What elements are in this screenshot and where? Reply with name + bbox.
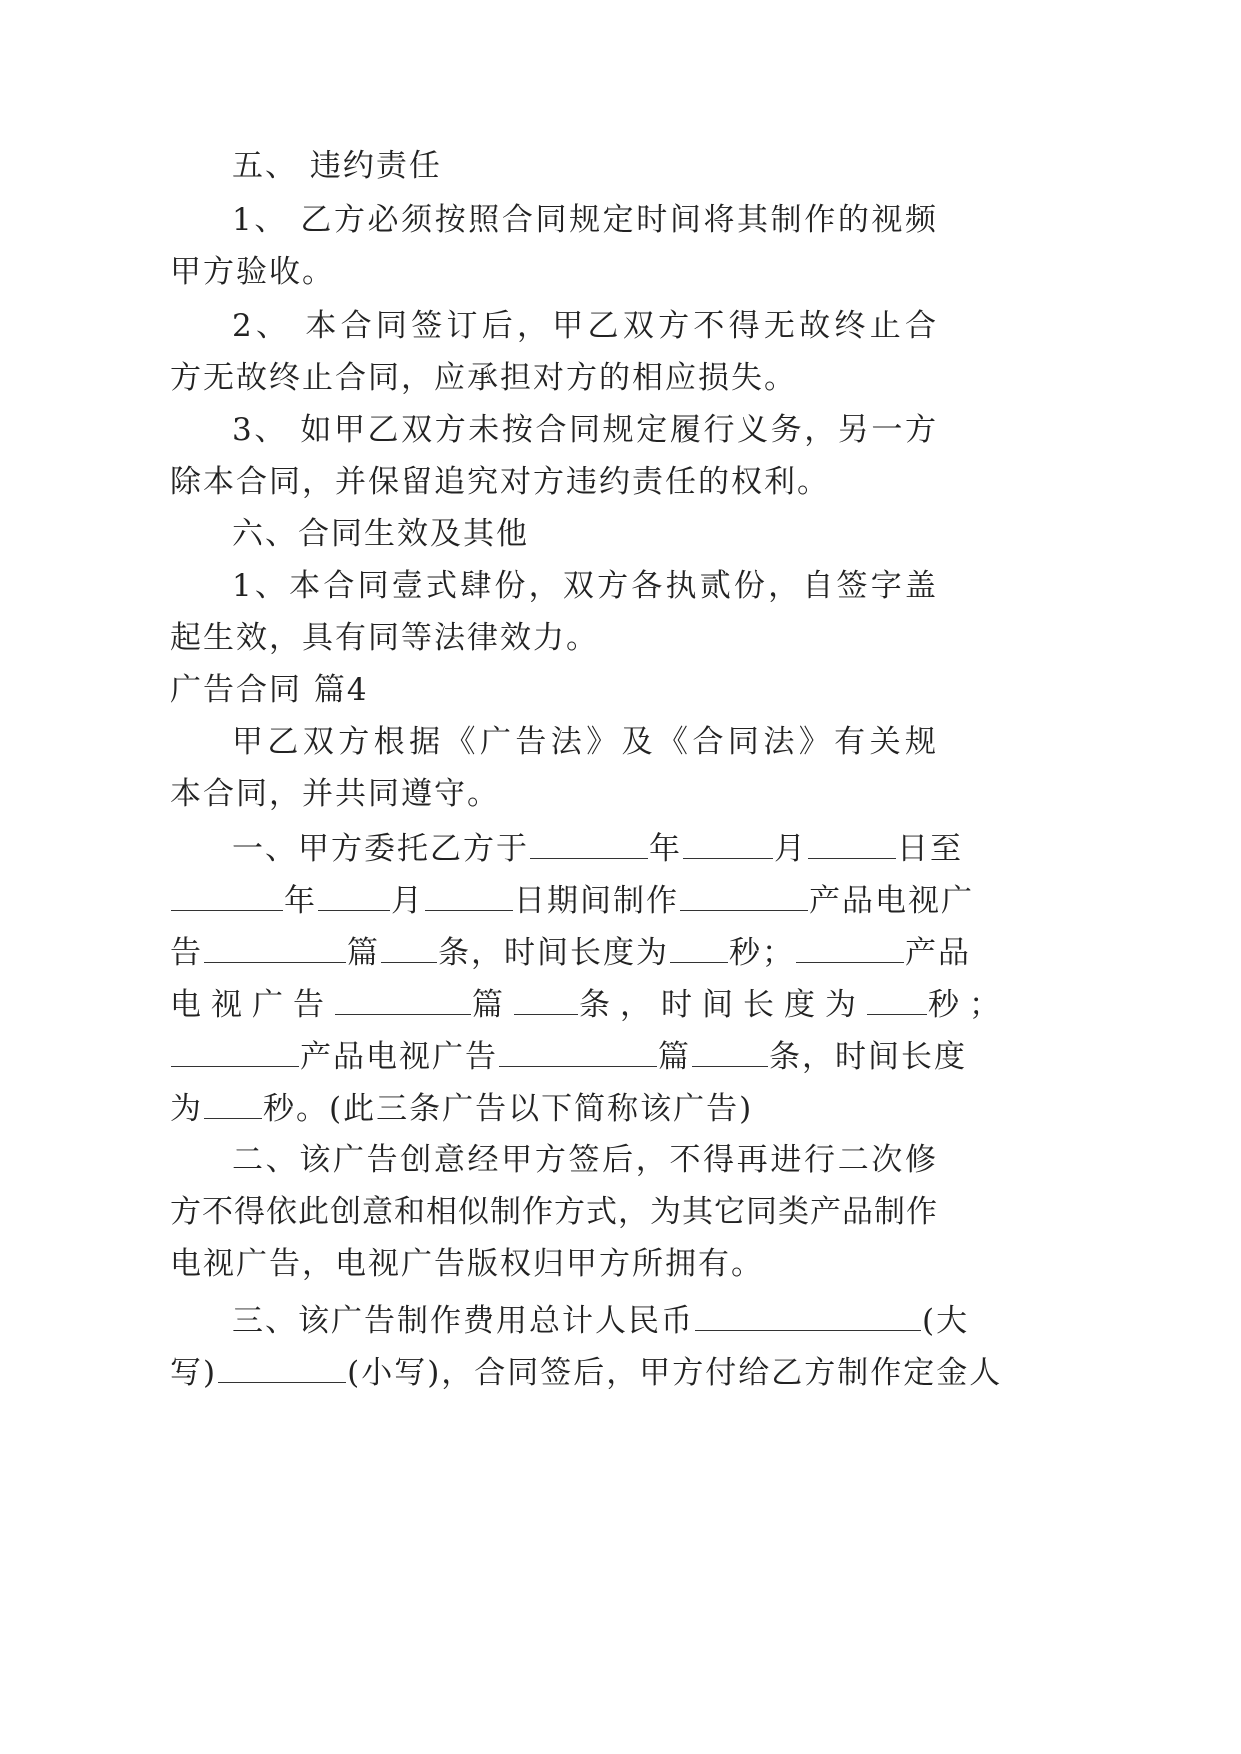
paragraph-line <box>170 618 599 658</box>
text: 起生效，具有同等法律效力。 <box>170 620 599 656</box>
text: 方无故终止合同，应承担对方的相应损失。 <box>170 360 797 396</box>
fill-blank[interactable] <box>514 982 578 1015</box>
paragraph-line <box>232 410 938 450</box>
section-heading-effect <box>232 514 529 554</box>
text: 日至 <box>897 831 963 867</box>
paragraph-line <box>170 1192 938 1232</box>
text: 本合同，并共同遵守。 <box>170 776 500 812</box>
fill-blank[interactable] <box>796 930 904 963</box>
clause-line <box>170 982 1010 1022</box>
fill-blank[interactable] <box>171 1034 299 1067</box>
clause-line <box>170 930 971 970</box>
fill-blank[interactable] <box>499 1034 657 1067</box>
text: 除本合同，并保留追究对方违约责任的权利。 <box>170 464 830 500</box>
text: 一、甲方委托乙方于 <box>232 831 529 867</box>
text: 秒； <box>729 935 795 971</box>
fill-blank[interactable] <box>381 930 437 963</box>
paragraph-line <box>170 252 335 292</box>
paragraph-line <box>232 200 938 240</box>
text: 3、 如甲乙双方未按合同规定履行义务，另一方 <box>232 412 938 448</box>
paragraph-line <box>232 566 938 606</box>
text: 条，时间长度为 <box>438 935 669 971</box>
text: 产品电视广告 <box>300 1039 498 1075</box>
text: 篇 <box>472 987 513 1023</box>
text: 条，时间长度 <box>769 1039 967 1075</box>
paragraph-line <box>170 358 797 398</box>
text: (大 <box>922 1303 970 1339</box>
fill-blank[interactable] <box>670 930 728 963</box>
fill-blank[interactable] <box>680 878 808 911</box>
text: 篇 <box>658 1039 691 1075</box>
text: 方不得依此创意和相似制作方式，为其它同类产品制作 <box>170 1194 938 1230</box>
fill-blank[interactable] <box>695 1298 921 1331</box>
fill-blank[interactable] <box>530 826 648 859</box>
text: 1、本合同壹式肆份，双方各执贰份，自签字盖 <box>232 568 938 604</box>
contract-title <box>170 670 369 710</box>
text: 产品 <box>905 935 971 971</box>
text: 条，时间长度为 <box>579 987 866 1023</box>
text: 月 <box>774 831 807 867</box>
fill-blank[interactable] <box>171 878 283 911</box>
text: 甲乙双方根据《广告法》及《合同法》有关规 <box>232 724 938 760</box>
text: 写) <box>170 1355 218 1391</box>
fill-blank[interactable] <box>335 982 471 1015</box>
paragraph-line <box>170 1244 764 1284</box>
clause-line <box>232 1298 969 1338</box>
text: 电视广告 <box>170 987 334 1023</box>
text: 秒。(此三条广告以下简称该广告) <box>263 1091 754 1127</box>
text: 产品电视广 <box>809 883 974 919</box>
text: 为 <box>170 1091 203 1127</box>
paragraph-line <box>232 722 938 762</box>
text: 广告合同 篇4 <box>170 672 369 708</box>
text: 年 <box>284 883 317 919</box>
paragraph-line <box>232 1140 938 1180</box>
fill-blank[interactable] <box>204 930 346 963</box>
paragraph-line <box>170 774 500 814</box>
clause-line <box>170 1350 1002 1390</box>
text: (小写)，合同签后，甲方付给乙方制作定金人 <box>347 1355 1003 1391</box>
clause-line <box>170 878 974 918</box>
text: 电视广告，电视广告版权归甲方所拥有。 <box>170 1246 764 1282</box>
text: 告 <box>170 935 203 971</box>
text: 2、 本合同签订后，甲乙双方不得无故终止合 <box>232 308 938 344</box>
fill-blank[interactable] <box>808 826 896 859</box>
clause-line <box>232 826 963 866</box>
clause-line <box>170 1034 967 1074</box>
text: 月 <box>391 883 424 919</box>
fill-blank[interactable] <box>683 826 773 859</box>
text: 年 <box>649 831 682 867</box>
text: 篇 <box>347 935 380 971</box>
fill-blank[interactable] <box>218 1350 346 1383</box>
text: 日期间制作 <box>514 883 679 919</box>
text: 1、 乙方必须按照合同规定时间将其制作的视频 <box>232 202 938 238</box>
paragraph-line <box>170 462 830 502</box>
clause-line <box>170 1086 753 1126</box>
text: 五、 违约责任 <box>232 148 442 184</box>
section-heading-breach <box>232 146 442 186</box>
fill-blank[interactable] <box>204 1086 262 1119</box>
paragraph-line <box>232 306 938 346</box>
text: 甲方验收。 <box>170 254 335 290</box>
fill-blank[interactable] <box>692 1034 768 1067</box>
text: 六、合同生效及其他 <box>232 516 529 552</box>
fill-blank[interactable] <box>867 982 927 1015</box>
text: 三、该广告制作费用总计人民币 <box>232 1303 694 1339</box>
text: 秒； <box>928 987 1010 1023</box>
fill-blank[interactable] <box>425 878 513 911</box>
text: 二、该广告创意经甲方签后，不得再进行二次修 <box>232 1142 938 1178</box>
fill-blank[interactable] <box>318 878 390 911</box>
